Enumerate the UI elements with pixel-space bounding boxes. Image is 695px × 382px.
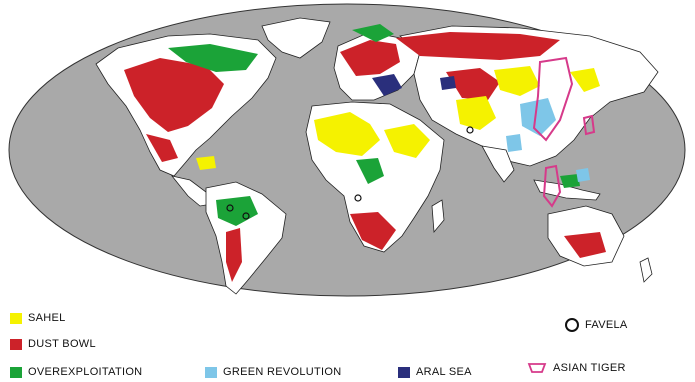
legend-sahel	[10, 312, 66, 324]
sahel-label: SAHEL	[28, 312, 66, 324]
legend-green-revolution	[205, 366, 341, 378]
legend-dust-bowl	[10, 338, 96, 350]
dust-bowl-swatch	[10, 339, 22, 350]
aral-sea-swatch	[398, 367, 410, 378]
overexploitation-label: OVEREXPLOITATION	[28, 366, 143, 378]
asian-tiger-label: ASIAN TIGER	[553, 362, 626, 374]
legend-overexploitation	[10, 366, 142, 378]
legend-aral-sea	[398, 366, 472, 378]
outline-shape-icon	[527, 362, 547, 374]
new-zealand	[640, 258, 652, 282]
favela-label: FAVELA	[585, 319, 628, 331]
dust-bowl-label: DUST BOWL	[28, 338, 96, 350]
green-revolution-swatch	[205, 367, 217, 378]
legend-asian-tiger	[527, 362, 626, 374]
overexploitation-swatch	[10, 367, 22, 378]
sahel-swatch	[10, 313, 22, 324]
aral-sea-label: ARAL SEA	[416, 366, 472, 378]
green-revolution-label: GREEN REVOLUTION	[223, 366, 342, 378]
legend-favela	[565, 318, 628, 332]
circle-outline-icon	[565, 318, 579, 332]
